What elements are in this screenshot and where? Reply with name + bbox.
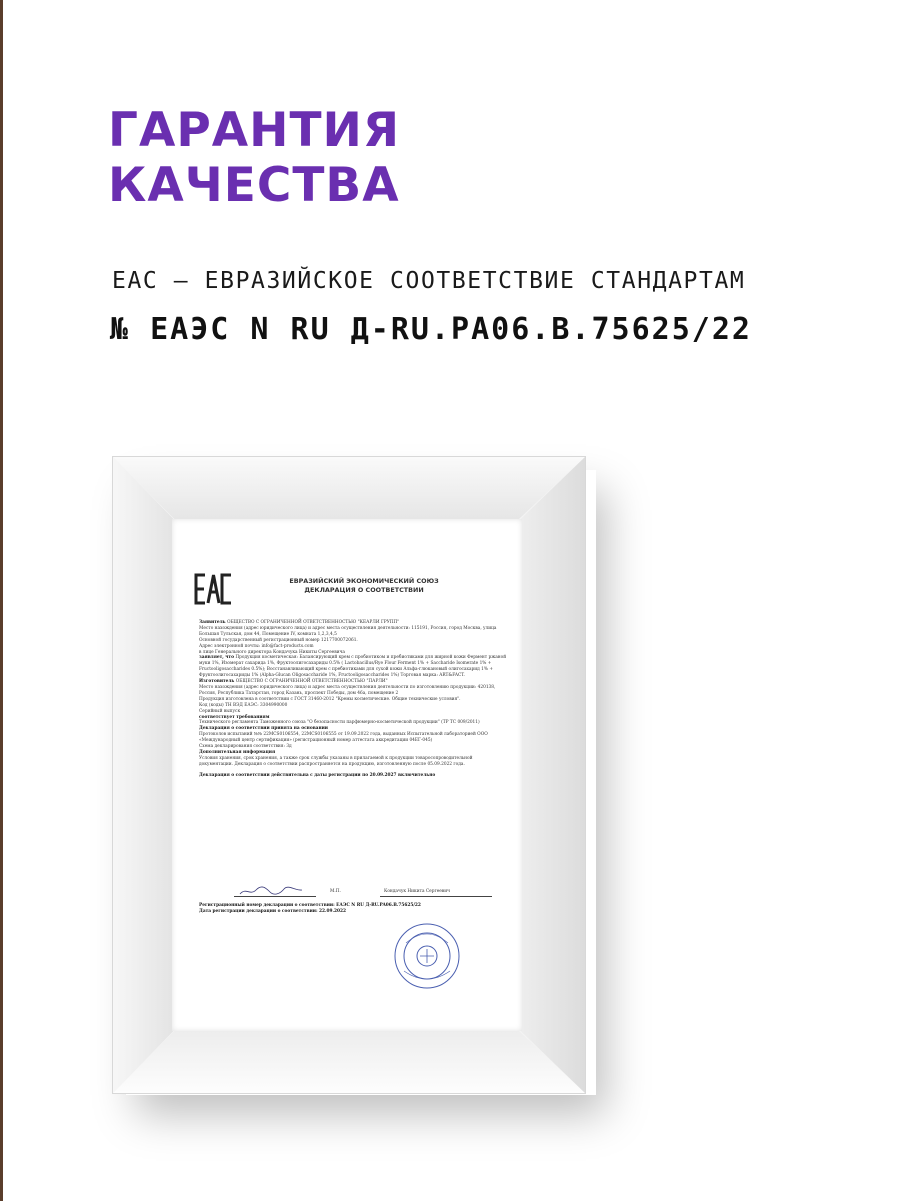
headline-line-2: КАЧЕСТВА	[108, 158, 400, 213]
director: в лице Генерального директора Кондачука Никиты Сергеевича	[199, 649, 345, 655]
page-headline	[108, 103, 400, 213]
declaration-document	[172, 519, 522, 1031]
ogrn: Основной государственный регистрационный номер 1217700072061.	[199, 637, 358, 643]
frame-bevel-bottom	[113, 1031, 585, 1093]
validity: Декларация о соответствии действительна с даты регистрации по 20.09.2027 включительно	[199, 772, 436, 778]
frame-bevel-right	[519, 457, 585, 1093]
serial-release: Серийный выпуск	[199, 708, 241, 714]
eac-subtitle: EAC – ЕВРАЗИЙСКОЕ СООТВЕТСТВИЕ СТАНДАРТАМ	[112, 268, 746, 294]
additional-label: Дополнительная информация	[199, 749, 276, 755]
signatory-line	[380, 896, 492, 897]
manufacturer-label: Изготовитель	[199, 679, 235, 685]
declares-label: заявляет, что	[199, 655, 234, 661]
gost-standard: Продукция изготовлена в соответствии с ГОСТ 31460-2012 "Кремы косметические. Общие технические условия".	[199, 696, 461, 702]
signatory-name: Кондачук Никита Сергеевич	[384, 889, 450, 894]
signature-row	[234, 888, 494, 900]
header-declaration: ДЕКЛАРАЦИЯ О СООТВЕТСТВИИ	[304, 586, 424, 594]
frame-bevel-left	[113, 457, 175, 1093]
registration-number: Регистрационный номер декларации о соответствии: ЕАЭС N RU Д-RU.PA06.B.75625/22	[199, 903, 421, 908]
eac-logo-icon	[194, 572, 232, 606]
additional-info: Условия хранения, срок хранения, а также срок службы указаны в прилагаемой к продукции товаросопроводительной документации. Декларация о соответствии распространяется на продукцию, изготовленную после 05.09.2022 года.	[199, 755, 473, 767]
document-footer	[199, 903, 507, 915]
frame-bevel-top	[113, 457, 585, 519]
registration-date: Дата регистрации декларации о соответствии: 22.09.2022	[199, 908, 346, 914]
header-union: ЕВРАЗИЙСКИЙ ЭКОНОМИЧЕСКИЙ СОЮЗ	[289, 577, 439, 585]
applicant: ОБЩЕСТВО С ОГРАНИЧЕННОЙ ОТВЕТСТВЕННОСТЬЮ "КЕАРЛИ ГРУПП"	[226, 620, 400, 625]
document-header	[264, 577, 464, 595]
email: Адрес электронной почты: info@fact-products.com	[199, 643, 314, 649]
applicant-label: Заявитель	[199, 620, 226, 625]
seal-place: М.П.	[330, 889, 341, 894]
regulation: Технического регламента Таможенного союза "О безопасности парфюмерно-косметической продукции" (ТР ТС 009/2011)	[199, 720, 480, 726]
tnved-code: Код (коды) ТН ВЭД ЕАЭС: 3304990000	[199, 702, 288, 708]
basis: Протоколов испытаний №№ 22MCS0106554, 22MCS0106555 от 19.09.2022 года, выданных Испытательной лабораторией ООО «Международный центр сертификации» (регистрационный номер аттестата аккредитации 04ЕГ-045)	[199, 732, 488, 744]
declaration-number: № ЕАЭС N RU Д-RU.PA06.B.75625/22	[110, 312, 752, 347]
headline-line-1: ГАРАНТИЯ	[108, 103, 401, 158]
basis-label: Декларация о соответствии принята на основании	[199, 726, 328, 732]
applicant-address: Место нахождения (адрес юридического лица) и адрес места осуществления деятельности: 115191, Россия, город Москва, улица Большая Тульская, дом 44, Помещение IV, комната 1,2,3,4,5	[199, 625, 497, 637]
manufacturer-address: Место нахождения (адрес юридического лица) и адрес места осуществления деятельности по изготовлению продукции: 420138, Россия, Республика Татарстан, город Казань, проспект Победы, дом 46а, помещение 2	[199, 684, 496, 696]
manufacturer: ОБЩЕСТВО С ОГРАНИЧЕННОЙ ОТВЕТСТВЕННОСТЬЮ "ПАРЛИ"	[235, 679, 388, 685]
conforms-label: соответствует требованиям	[199, 714, 270, 720]
company-stamp-icon	[392, 921, 462, 991]
left-edge-line	[0, 0, 3, 1201]
signature-line	[234, 896, 316, 897]
product-description: Продукция косметическая: Балансирующий крем с пробиотиком и пребиотиками для жирной кожи Фермент ржаной муки 1%, Изомерат сахарида 1%, Фруктоолигосахариды 0.5% ( Lactobacillus/Rye Flour Ferment 1% + Saccharide Isomerate 1% + Fructooligosaccharides 0.5%); Восстанавливающий крем с пребиотиками для сухой кожи Альфа-глюкановый олигосахарид 1% + Фруктоолигосахариды 1% (Alpha-Glucan Oligosaccharide 1%, Fructooligosaccharides 1%) Торговая марка: ART&FACT.	[199, 655, 507, 679]
scheme: Схема декларирования соответствия: 3д	[199, 744, 292, 750]
document-body	[199, 620, 507, 779]
